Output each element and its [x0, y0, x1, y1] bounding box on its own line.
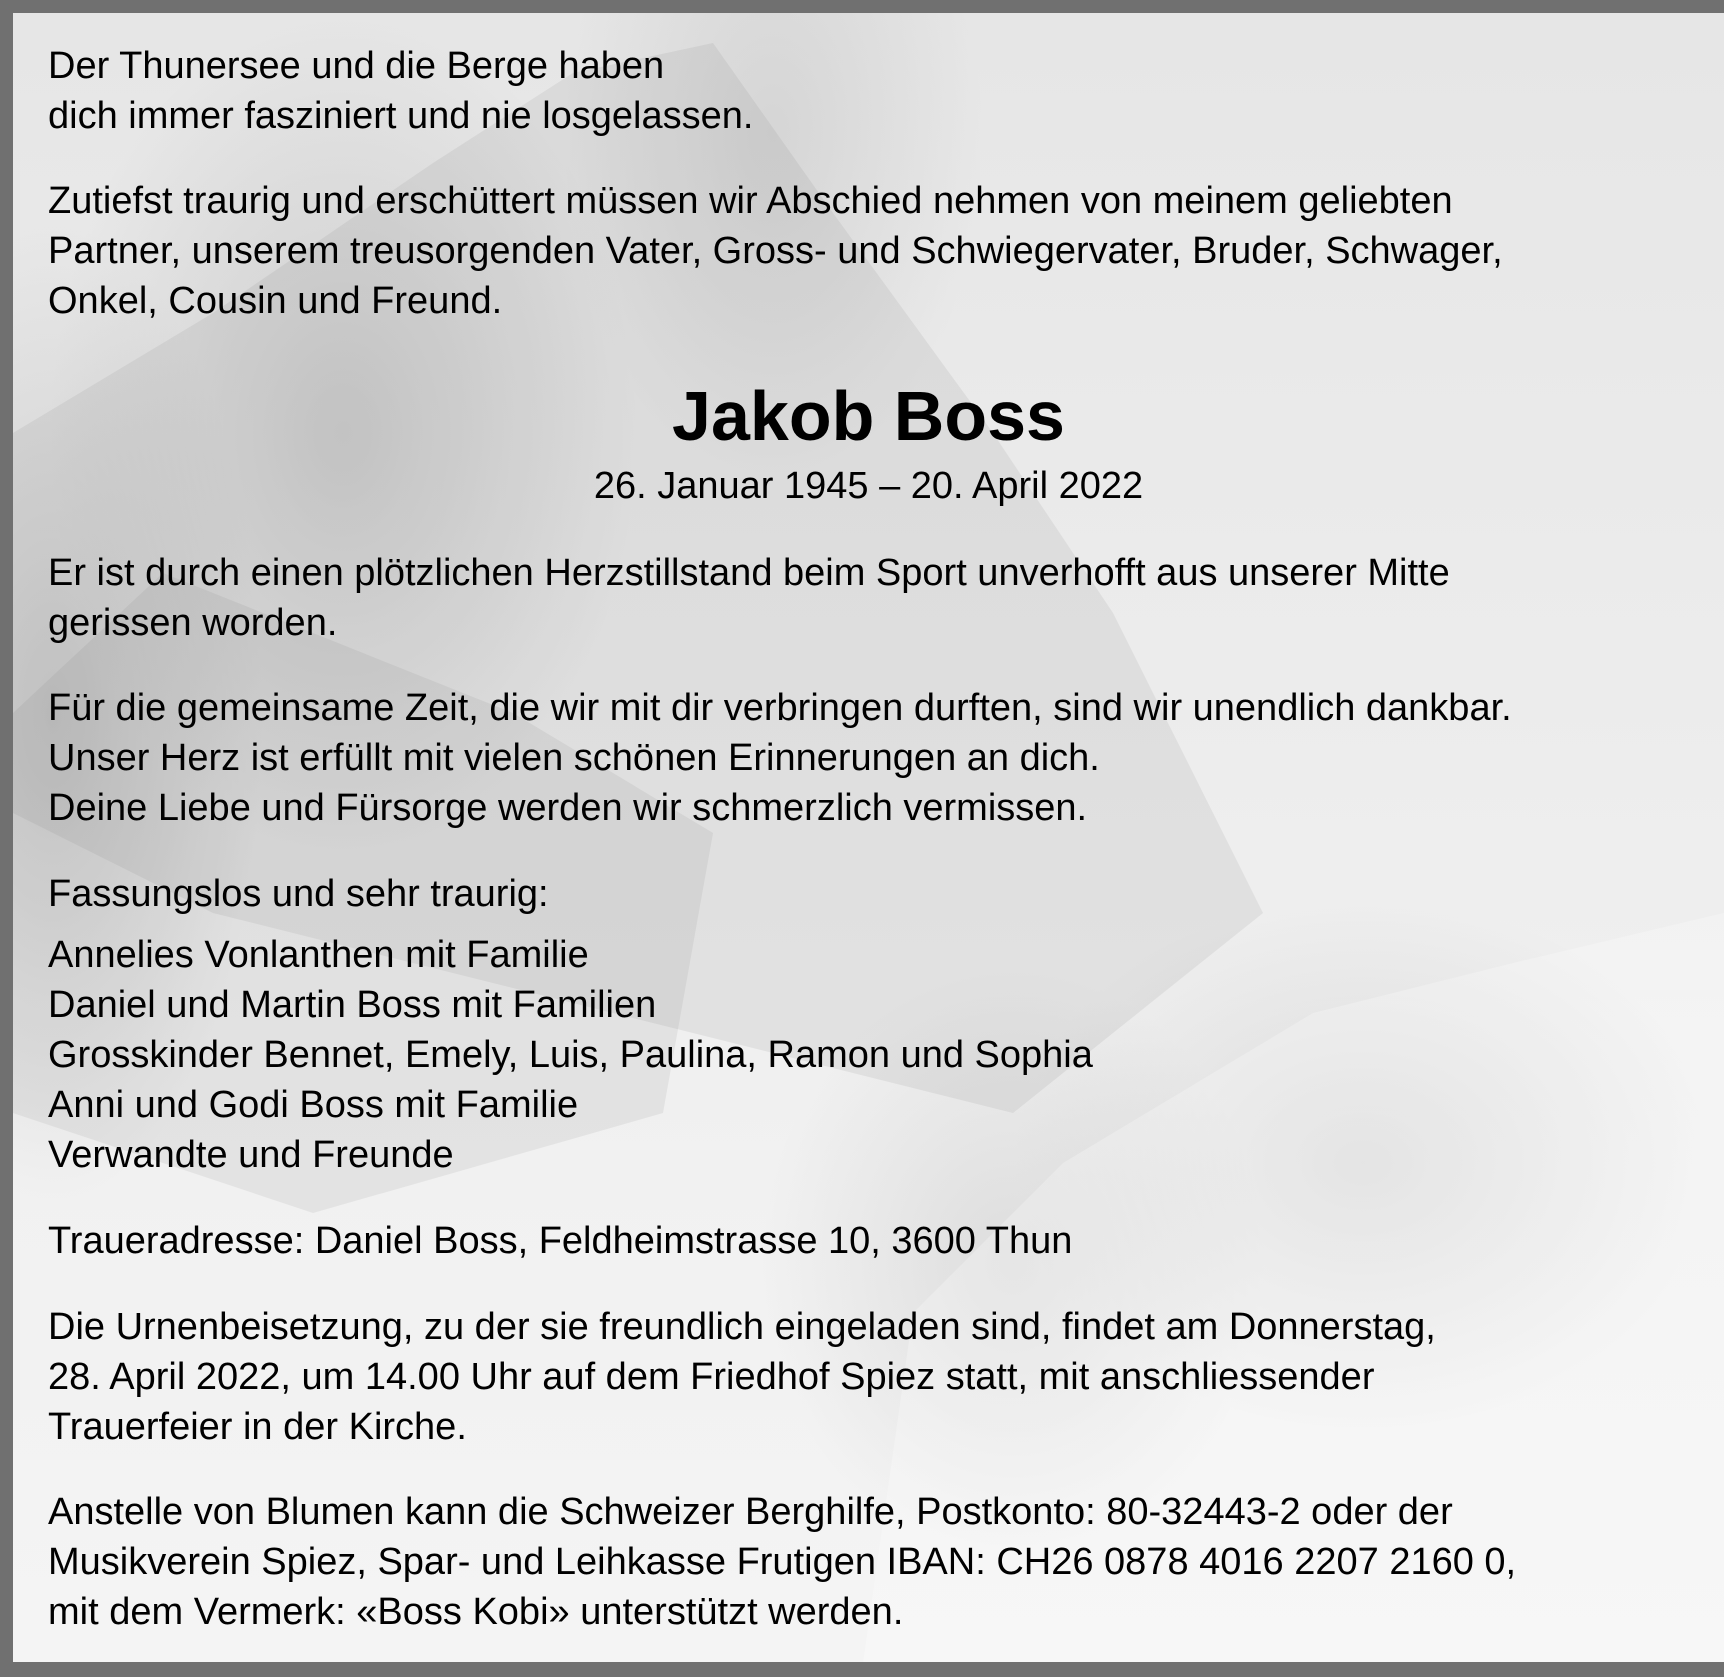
text-line: Zutiefst traurig und erschüttert müssen wir Abschied nehmen von meinem geliebten [48, 180, 1453, 222]
ceremony-paragraph [48, 1302, 1436, 1452]
mourner-item: Grosskinder Bennet, Emely, Luis, Paulina, Ramon und Sophia [48, 1034, 1093, 1076]
text-line: Anstelle von Blumen kann die Schweizer Berghilfe, Postkonto: 80-32443-2 oder der [48, 1491, 1453, 1533]
text-line: Unser Herz ist erfüllt mit vielen schönen Erinnerungen an dich. [48, 737, 1100, 779]
mourners-heading: Fassungslos und sehr traurig: [48, 873, 549, 915]
mourner-item: Anni und Godi Boss mit Familie [48, 1084, 579, 1126]
text-line: dich immer fasziniert und nie losgelassen. [48, 95, 754, 137]
mourning-address: Traueradresse: Daniel Boss, Feldheimstrasse 10, 3600 Thun [48, 1220, 1073, 1262]
text-line: Musikverein Spiez, Spar- und Leihkasse Frutigen IBAN: CH26 0878 4016 2207 2160 0, [48, 1541, 1517, 1583]
text-line: Er ist durch einen plötzlichen Herzstillstand beim Sport unverhofft aus unserer Mitte [48, 552, 1450, 594]
text-line: 28. April 2022, um 14.00 Uhr auf dem Friedhof Spiez statt, mit anschliessender [48, 1356, 1375, 1398]
mourner-item: Annelies Vonlanthen mit Familie [48, 934, 589, 976]
cause-paragraph [48, 548, 1450, 648]
intro-paragraph [48, 41, 753, 141]
text-line: Partner, unserem treusorgenden Vater, Gross- und Schwiegervater, Bruder, Schwager, [48, 230, 1503, 272]
text-line: Onkel, Cousin und Freund. [48, 280, 503, 322]
life-dates: 26. Januar 1945 – 20. April 2022 [593, 465, 1144, 507]
obituary-notice [13, 13, 1724, 1662]
text-line: Für die gemeinsame Zeit, die wir mit dir verbringen durften, sind wir unendlich dankbar. [48, 687, 1512, 729]
gratitude-paragraph [48, 683, 1512, 833]
donations-paragraph [48, 1487, 1516, 1637]
text-line: Die Urnenbeisetzung, zu der sie freundlich eingeladen sind, findet am Donnerstag, [48, 1306, 1436, 1348]
farewell-paragraph [48, 176, 1503, 326]
text-line: Der Thunersee und die Berge haben [48, 45, 665, 87]
text-line: gerissen worden. [48, 602, 338, 644]
text-line: Deine Liebe und Fürsorge werden wir schmerzlich vermissen. [48, 787, 1088, 829]
mourner-item: Daniel und Martin Boss mit Familien [48, 984, 657, 1026]
mourner-item: Verwandte und Freunde [48, 1134, 454, 1176]
mourners-list [48, 930, 1093, 1180]
text-line: mit dem Vermerk: «Boss Kobi» unterstützt werden. [48, 1591, 904, 1633]
text-line: Trauerfeier in der Kirche. [48, 1406, 467, 1448]
deceased-name: Jakob Boss [672, 377, 1065, 455]
